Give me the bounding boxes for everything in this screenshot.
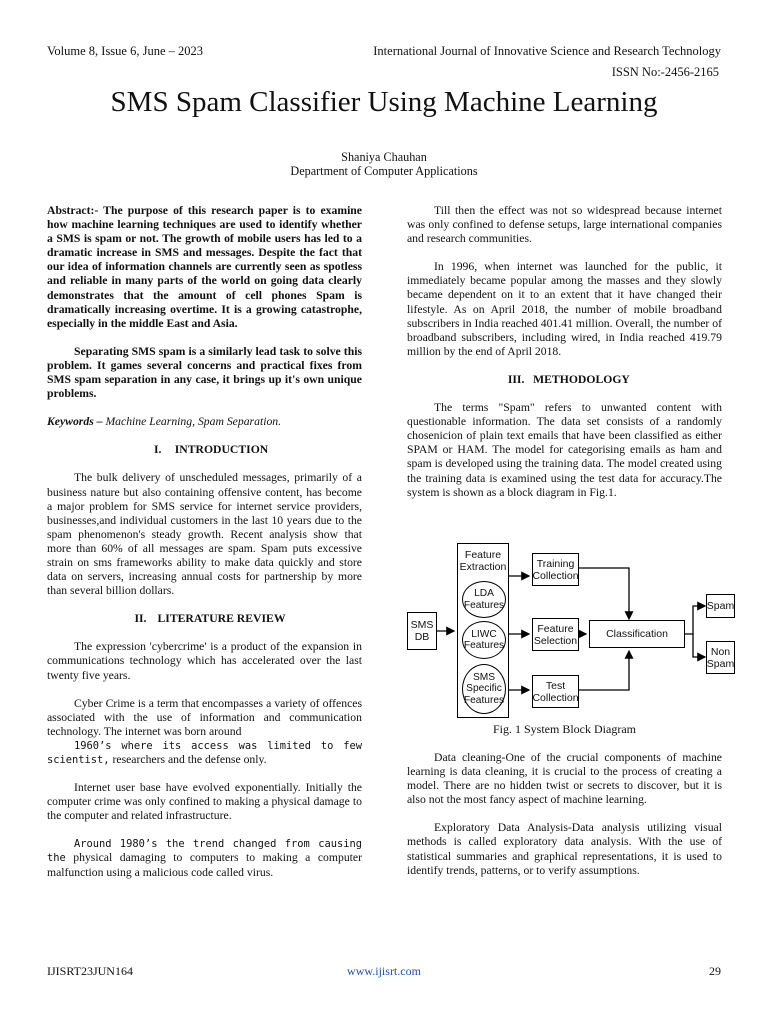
classification-box — [589, 620, 685, 648]
journal-website-link[interactable]: www.ijisrt.com — [347, 964, 421, 978]
diagram-label: Non — [710, 645, 731, 658]
left-column — [47, 204, 362, 880]
keywords-text: Machine Learning, Spam Separation. — [102, 415, 282, 429]
diagram-label: DB — [414, 631, 430, 643]
figure-caption: Fig. 1 System Block Diagram — [493, 722, 636, 736]
abstract-text: The purpose of this research paper is to examine how machine learning techniques are used to identify whether a SMS is spam or not. The growth of mobile users has led to a dramatic increase in SMS and messages. Despite the fact that our idea of information channels are currently seen as spotless and reliable in many parts of the world on going data clearly demonstrates that the amount of cell phones Spam is dramatically increasing overtime. It is a growing catastrophe, especially in the middle East and Asia. — [47, 204, 362, 330]
arrow-test-to-classification — [579, 651, 629, 690]
diagram-label: Features — [463, 694, 505, 706]
literature-paragraph-4 — [47, 837, 362, 879]
diagram-label: Feature — [464, 549, 502, 561]
diagram-label: Selection — [533, 634, 578, 647]
test-collection-box — [532, 675, 579, 708]
diagram-label: LIWC — [471, 628, 497, 640]
literature-mono-text: 1960’s where its access was limited to few scientist, — [47, 739, 362, 766]
diagram-label: Collection — [532, 569, 579, 582]
section-title: METHODOLOGY — [533, 372, 630, 386]
page-number: 29 — [709, 964, 721, 978]
volume-info: Volume 8, Issue 6, June – 2023 — [47, 44, 204, 58]
right-column-bottom — [407, 751, 722, 878]
section-number: I. — [153, 443, 162, 457]
diagram-label: Test — [545, 679, 566, 692]
feature-selection-box — [532, 618, 579, 651]
right-column-top — [407, 204, 722, 500]
diagram-label: Feature — [537, 622, 574, 635]
sms-db-box — [407, 612, 437, 650]
abstract-paragraph-2: Separating SMS spam is a similarly lead task to solve this problem. It games several concerns and practical fixes from SMS spam separation in any case, it brings up it's own unique problems. — [47, 344, 362, 401]
diagram-label: Spam — [706, 600, 735, 612]
diagram-label: LDA — [474, 588, 494, 599]
keywords-label: Keywords – — [47, 415, 103, 429]
literature-paragraph-2 — [47, 697, 362, 767]
literature-text: researchers and the defense only. — [109, 753, 267, 766]
diagram-label: Features — [463, 599, 505, 611]
paper-title: SMS Spam Classifier Using Machine Learning — [110, 86, 658, 118]
section-number: II. — [134, 612, 147, 626]
liwc-features-oval — [462, 621, 506, 659]
section-heading-introduction — [47, 443, 362, 457]
diagram-label: Features — [463, 640, 505, 651]
eda-paragraph: Exploratory Data Analysis-Data analysis utilizing visual methods is called exploratory data analysis. With the use of statistical summaries and graphical representations, it is used to identify trends, patterns, or to verify assumptions. — [407, 821, 722, 877]
training-collection-box — [532, 553, 579, 586]
lda-features-oval — [462, 581, 506, 618]
literature-mono-text: Around 1980’s the trend changed from causing the — [47, 838, 362, 865]
diagram-label: SMS — [410, 619, 434, 631]
diagram-label: Collection — [532, 691, 579, 704]
data-cleaning-paragraph: Data cleaning-One of the crucial components of machine learning is data cleaning, it is crucial to the process of creating a model. There are no hidden twist or secrets to discover, but it is also not the most fancy aspect of machine learning. — [407, 751, 722, 807]
section-title: LITERATURE REVIEW — [157, 612, 286, 626]
literature-text: physical damaging to computers to making a computer malfunction using a malicious code called virus. — [47, 851, 362, 879]
system-block-diagram — [405, 538, 735, 722]
history-paragraph-2: In 1996, when internet was launched for the public, it immediately became popular among the masses and they slowly became dependent on it to an extent that it have changed their lifestyle. As on April 2018, the number of mobile broadband subscribers in India reached 401.41 million. Overall, the number of broadband subscribers, including wired, in India reached 419.79 million by the end of April 2018. — [407, 260, 722, 358]
diagram-label: Specific — [466, 683, 502, 695]
non-spam-box — [706, 641, 735, 674]
diagram-label: Spam — [706, 657, 735, 670]
history-paragraph-1: Till then the effect was not so widespread because internet was only confined to defense setups, large international companies and research communities. — [407, 204, 722, 246]
issn: ISSN No:-2456-2165 — [611, 65, 719, 79]
literature-text: Cyber Crime is a term that encompasses a variety of offences associated with the use of information and communication technology. The internet was born around — [47, 696, 362, 738]
section-number: III. — [507, 372, 525, 386]
journal-name: International Journal of Innovative Science and Research Technology — [373, 44, 721, 58]
diagram-label: SMS — [472, 671, 496, 683]
methodology-paragraph: The terms "Spam" refers to unwanted content with questionable information. The data set consists of a randomly chosenicion of plain text emails that have been classified as either SPAM or HAM. The model for categorising emails as ham and spam is developed using the training data. The model created using the training data is examined using the test data for accuracy.The system is shown as a block diagram in Fig.1. — [407, 401, 722, 499]
arrow-to-non-spam — [693, 634, 705, 657]
literature-paragraph-1: The expression 'cybercrime' is a product of the expansion in communications technology which has accelerated over the last twenty five years. — [47, 640, 362, 682]
keywords — [47, 415, 362, 429]
literature-paragraph-3: Internet user base have evolved exponentially. Initially the computer crime was only confined to making a physical damage to the computer and related infrastructure. — [47, 781, 362, 823]
diagram-label: Extraction — [459, 561, 507, 573]
section-heading-methodology — [407, 373, 722, 387]
abstract — [47, 204, 362, 331]
diagram-label: Classification — [606, 628, 668, 640]
diagram-label: Training — [536, 557, 575, 570]
section-title: INTRODUCTION — [174, 443, 269, 457]
sms-specific-features-oval — [462, 664, 506, 714]
spam-box — [706, 594, 735, 618]
paper-id: IJISRT23JUN164 — [47, 964, 133, 978]
section-heading-literature-review — [47, 612, 362, 626]
arrow-to-spam — [685, 606, 705, 634]
author-name: Shaniya Chauhan — [341, 150, 427, 164]
intro-paragraph: The bulk delivery of unscheduled messages, primarily of a business nature but also containing offensive content, has become a major problem for SMS service for internet service providers, businesses,and individual customers in the last 10 years due to the spam phenomenon's steady growth. Recent analysis show that more than 60% of all messages are spam. Spam puts excessive strain on sms frameworks ability to make data quickly and store data on servers, increasing annual costs for partnership by more than several billion dollars. — [47, 471, 362, 598]
author-department: Department of Computer Applications — [290, 164, 478, 178]
arrow-training-to-classification — [579, 568, 629, 619]
abstract-label: Abstract:- — [47, 204, 99, 217]
